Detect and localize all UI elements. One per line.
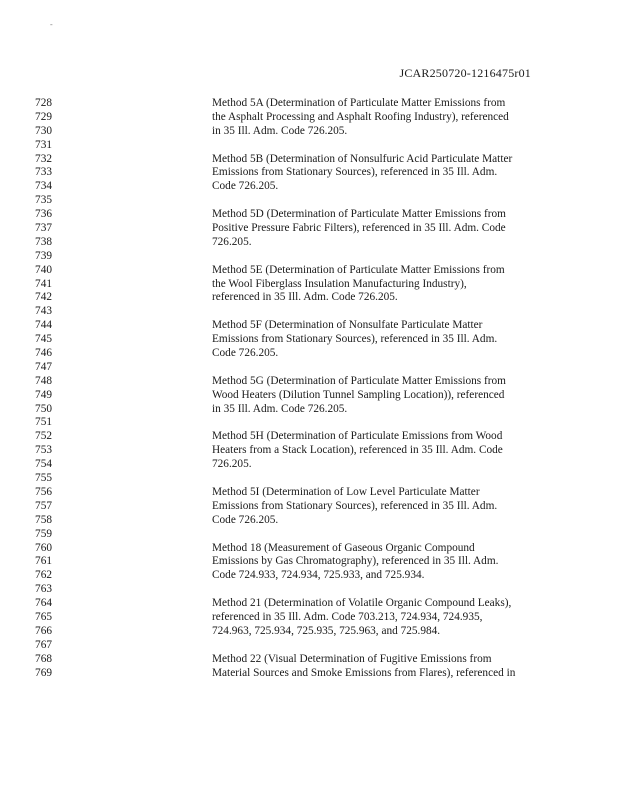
text-line [0,375,619,389]
line-number: 741 [35,277,52,290]
line-number: 742 [35,291,52,304]
line-number: 763 [35,583,52,596]
text-line [0,208,619,222]
line-number: 765 [35,610,52,623]
line-text: Code 726.205. [212,347,279,360]
line-text: Method 5B (Determination of Nonsulfuric Acid Particulate Matter [212,152,513,165]
line-number: 754 [35,458,52,471]
text-line [0,667,619,681]
line-text: Code 724.933, 724.934, 725.933, and 725.934. [212,569,425,582]
line-number: 764 [35,597,52,610]
line-number: 750 [35,402,52,415]
line-number: 733 [35,166,52,179]
line-number: 767 [35,638,52,651]
text-line [0,166,619,180]
line-text: Method 21 (Determination of Volatile Organic Compound Leaks), [212,597,512,610]
text-line [0,194,619,208]
text-line [0,153,619,167]
line-number: 751 [35,416,52,429]
line-number: 748 [35,374,52,387]
line-number: 761 [35,555,52,568]
line-text: Positive Pressure Fabric Filters), referenced in 35 Ill. Adm. Code [212,222,506,235]
text-line [0,555,619,569]
line-number: 756 [35,485,52,498]
text-line [0,597,619,611]
line-number: 759 [35,527,52,540]
line-text: Code 726.205. [212,180,279,193]
line-number: 769 [35,666,52,679]
line-number: 745 [35,333,52,346]
text-line [0,180,619,194]
text-line [0,139,619,153]
line-text: Method 5E (Determination of Particulate Matter Emissions from [212,263,505,276]
line-text: Method 5F (Determination of Nonsulfate Particulate Matter [212,319,483,332]
line-text: Emissions from Stationary Sources), referenced in 35 Ill. Adm. [212,166,498,179]
text-line [0,583,619,597]
line-number: 752 [35,430,52,443]
line-number: 760 [35,541,52,554]
line-number: 736 [35,208,52,221]
line-number: 749 [35,388,52,401]
line-number: 757 [35,499,52,512]
text-line [0,319,619,333]
line-text: Method 22 (Visual Determination of Fugitive Emissions from [212,652,492,665]
line-text: Emissions from Stationary Sources), referenced in 35 Ill. Adm. [212,333,498,346]
line-text: Emissions by Gas Chromatography), referenced in 35 Ill. Adm. [212,555,499,568]
line-number: 738 [35,235,52,248]
line-text: Method 5D (Determination of Particulate Matter Emissions from [212,208,506,221]
line-number: 762 [35,569,52,582]
text-line [0,111,619,125]
line-number: 734 [35,180,52,193]
text-line [0,97,619,111]
text-line [0,236,619,250]
line-number: 732 [35,152,52,165]
text-line [0,625,619,639]
text-line [0,361,619,375]
line-number: 744 [35,319,52,332]
text-line [0,264,619,278]
line-number: 747 [35,360,52,373]
text-line [0,278,619,292]
text-line [0,305,619,319]
text-line [0,291,619,305]
line-text: Material Sources and Smoke Emissions from Flares), referenced in [212,666,516,679]
line-text: Method 18 (Measurement of Gaseous Organic Compound [212,541,475,554]
text-line [0,347,619,361]
text-line [0,416,619,430]
text-line [0,250,619,264]
line-text: Method 5H (Determination of Particulate Emissions from Wood [212,430,503,443]
line-text: Method 5I (Determination of Low Level Particulate Matter [212,485,480,498]
line-text: Method 5G (Determination of Particulate Matter Emissions from [212,374,506,387]
text-line [0,542,619,556]
line-number: 743 [35,305,52,318]
line-text: referenced in 35 Ill. Adm. Code 703.213, 724.934, 724.935, [212,610,483,623]
text-line [0,486,619,500]
line-text: in 35 Ill. Adm. Code 726.205. [212,124,348,137]
line-text: Method 5A (Determination of Particulate Matter Emissions from [212,97,506,109]
line-number: 755 [35,472,52,485]
text-line [0,444,619,458]
text-line [0,472,619,486]
text-line [0,528,619,542]
text-line [0,514,619,528]
text-line [0,500,619,514]
line-number: 740 [35,263,52,276]
line-number: 737 [35,222,52,235]
text-line [0,333,619,347]
text-line [0,653,619,667]
line-number: 746 [35,347,52,360]
line-text: 724.963, 725.934, 725.935, 725.963, and 725.984. [212,624,441,637]
line-text: Heaters from a Stack Location), referenced in 35 Ill. Adm. Code [212,444,503,457]
text-line [0,389,619,403]
line-text: Emissions from Stationary Sources), referenced in 35 Ill. Adm. [212,499,498,512]
line-number: 753 [35,444,52,457]
numbered-lines [0,97,619,680]
line-number: 729 [35,110,52,123]
line-number: 730 [35,124,52,137]
text-line [0,458,619,472]
line-number: 758 [35,513,52,526]
line-text: in 35 Ill. Adm. Code 726.205. [212,402,348,415]
line-text: 726.205. [212,235,252,248]
text-line [0,611,619,625]
line-number: 766 [35,624,52,637]
text-line [0,403,619,417]
text-line [0,222,619,236]
text-line [0,430,619,444]
corner-mark: - [50,20,53,29]
line-number: 768 [35,652,52,665]
text-line [0,639,619,653]
line-text: Wood Heaters (Dilution Tunnel Sampling Location)), referenced [212,388,505,401]
line-number: 739 [35,249,52,262]
line-number: 728 [35,97,52,109]
text-line [0,125,619,139]
line-text: 726.205. [212,458,252,471]
line-text: referenced in 35 Ill. Adm. Code 726.205. [212,291,398,304]
text-line [0,569,619,583]
line-text: the Wool Fiberglass Insulation Manufacturing Industry), [212,277,467,290]
line-text: Code 726.205. [212,513,279,526]
line-number: 731 [35,138,52,151]
document-id: JCAR250720-1216475r01 [399,66,531,80]
line-number: 735 [35,194,52,207]
line-text: the Asphalt Processing and Asphalt Roofing Industry), referenced [212,110,509,123]
